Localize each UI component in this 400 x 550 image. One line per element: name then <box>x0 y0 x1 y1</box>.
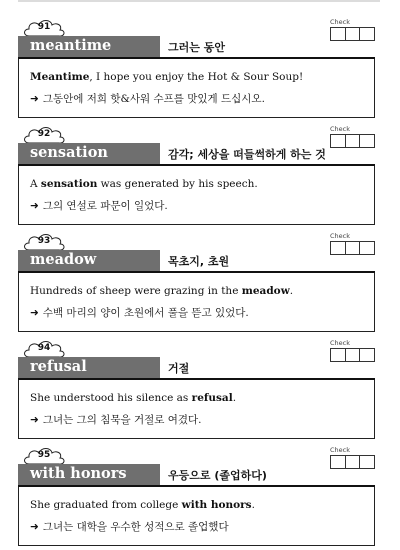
translation-text: 그동안에 저희 핫&사워 수프를 맛있게 드십시오. <box>42 93 265 105</box>
example-box <box>18 59 375 118</box>
cloud-badge <box>22 446 66 466</box>
vocab-entry-93 <box>18 232 375 332</box>
check-boxes <box>330 27 375 41</box>
example-sentence: She understood his silence as refusal. <box>30 392 237 404</box>
word-bar <box>18 464 160 487</box>
arrow-icon: ➜ <box>30 93 39 105</box>
check-label: Check <box>330 232 350 240</box>
check-box-1[interactable] <box>331 135 346 147</box>
check-box-1[interactable] <box>331 28 346 40</box>
example-box <box>18 487 375 546</box>
headword: sensation <box>30 144 108 161</box>
arrow-icon: ➜ <box>30 307 39 319</box>
check-box-1[interactable] <box>331 242 346 254</box>
arrow-icon: ➜ <box>30 200 39 212</box>
word-bar <box>18 250 160 273</box>
vocab-entry-92 <box>18 125 375 225</box>
cloud-badge <box>22 339 66 359</box>
example-sentence: A sensation was generated by his speech. <box>30 178 258 190</box>
check-box-3[interactable] <box>360 349 374 361</box>
check-label: Check <box>330 18 350 26</box>
example-box <box>18 166 375 225</box>
sentence-keyword: refusal <box>191 392 233 404</box>
translation-text: 그의 연설로 파문이 일었다. <box>42 200 168 212</box>
check-box-3[interactable] <box>360 242 374 254</box>
headword: meantime <box>30 37 112 54</box>
korean-meaning: 그러는 동안 <box>168 41 225 54</box>
cloud-badge <box>22 125 66 145</box>
sentence-keyword: Meantime <box>30 71 90 83</box>
check-boxes <box>330 241 375 255</box>
arrow-icon: ➜ <box>30 521 39 533</box>
korean-meaning: 우등으로 (졸업하다) <box>168 469 267 482</box>
check-boxes <box>330 455 375 469</box>
check-box-3[interactable] <box>360 135 374 147</box>
check-label: Check <box>330 446 350 454</box>
korean-translation <box>30 198 168 213</box>
check-boxes <box>330 348 375 362</box>
check-box-2[interactable] <box>346 349 361 361</box>
check-boxes <box>330 134 375 148</box>
word-bar <box>18 357 160 380</box>
check-box-2[interactable] <box>346 28 361 40</box>
check-box-2[interactable] <box>346 135 361 147</box>
korean-meaning: 감각; 세상을 떠들썩하게 하는 것 <box>168 148 326 161</box>
sentence-keyword: sensation <box>40 178 98 190</box>
check-box-3[interactable] <box>360 28 374 40</box>
entry-number: 91 <box>37 22 51 32</box>
word-bar <box>18 143 160 166</box>
entry-number: 95 <box>37 450 51 460</box>
korean-meaning: 목초지, 초원 <box>168 255 230 268</box>
top-rule <box>18 0 380 2</box>
cloud-badge <box>22 18 66 38</box>
check-box-1[interactable] <box>331 456 346 468</box>
vocab-entry-94 <box>18 339 375 439</box>
headword: with honors <box>30 465 127 482</box>
translation-text: 수백 마리의 양이 초원에서 풀을 뜯고 있었다. <box>42 307 249 319</box>
korean-translation <box>30 519 229 534</box>
korean-translation <box>30 305 249 320</box>
example-box <box>18 380 375 439</box>
check-box-1[interactable] <box>331 349 346 361</box>
entry-number: 94 <box>37 343 51 353</box>
sentence-keyword: meadow <box>241 285 290 297</box>
cloud-badge <box>22 232 66 252</box>
korean-translation <box>30 91 265 106</box>
arrow-icon: ➜ <box>30 414 39 426</box>
example-sentence: Meantime, I hope you enjoy the Hot & Sour Soup! <box>30 71 304 83</box>
example-box <box>18 273 375 332</box>
example-sentence: Hundreds of sheep were grazing in the meadow. <box>30 285 294 297</box>
translation-text: 그녀는 그의 침묵을 거절로 여겼다. <box>42 414 202 426</box>
check-label: Check <box>330 125 350 133</box>
entry-number: 92 <box>37 129 51 139</box>
check-box-2[interactable] <box>346 456 361 468</box>
translation-text: 그녀는 대학을 우수한 성적으로 졸업했다 <box>42 521 229 533</box>
example-sentence: She graduated from college with honors. <box>30 499 255 511</box>
check-box-2[interactable] <box>346 242 361 254</box>
word-bar <box>18 36 160 59</box>
entry-number: 93 <box>37 236 51 246</box>
vocab-entry-95 <box>18 446 375 546</box>
vocab-entry-91 <box>18 18 375 118</box>
sentence-keyword: with honors <box>181 499 252 511</box>
korean-meaning: 거절 <box>168 362 190 375</box>
korean-translation <box>30 412 202 427</box>
headword: meadow <box>30 251 97 268</box>
check-label: Check <box>330 339 350 347</box>
headword: refusal <box>30 358 87 375</box>
check-box-3[interactable] <box>360 456 374 468</box>
